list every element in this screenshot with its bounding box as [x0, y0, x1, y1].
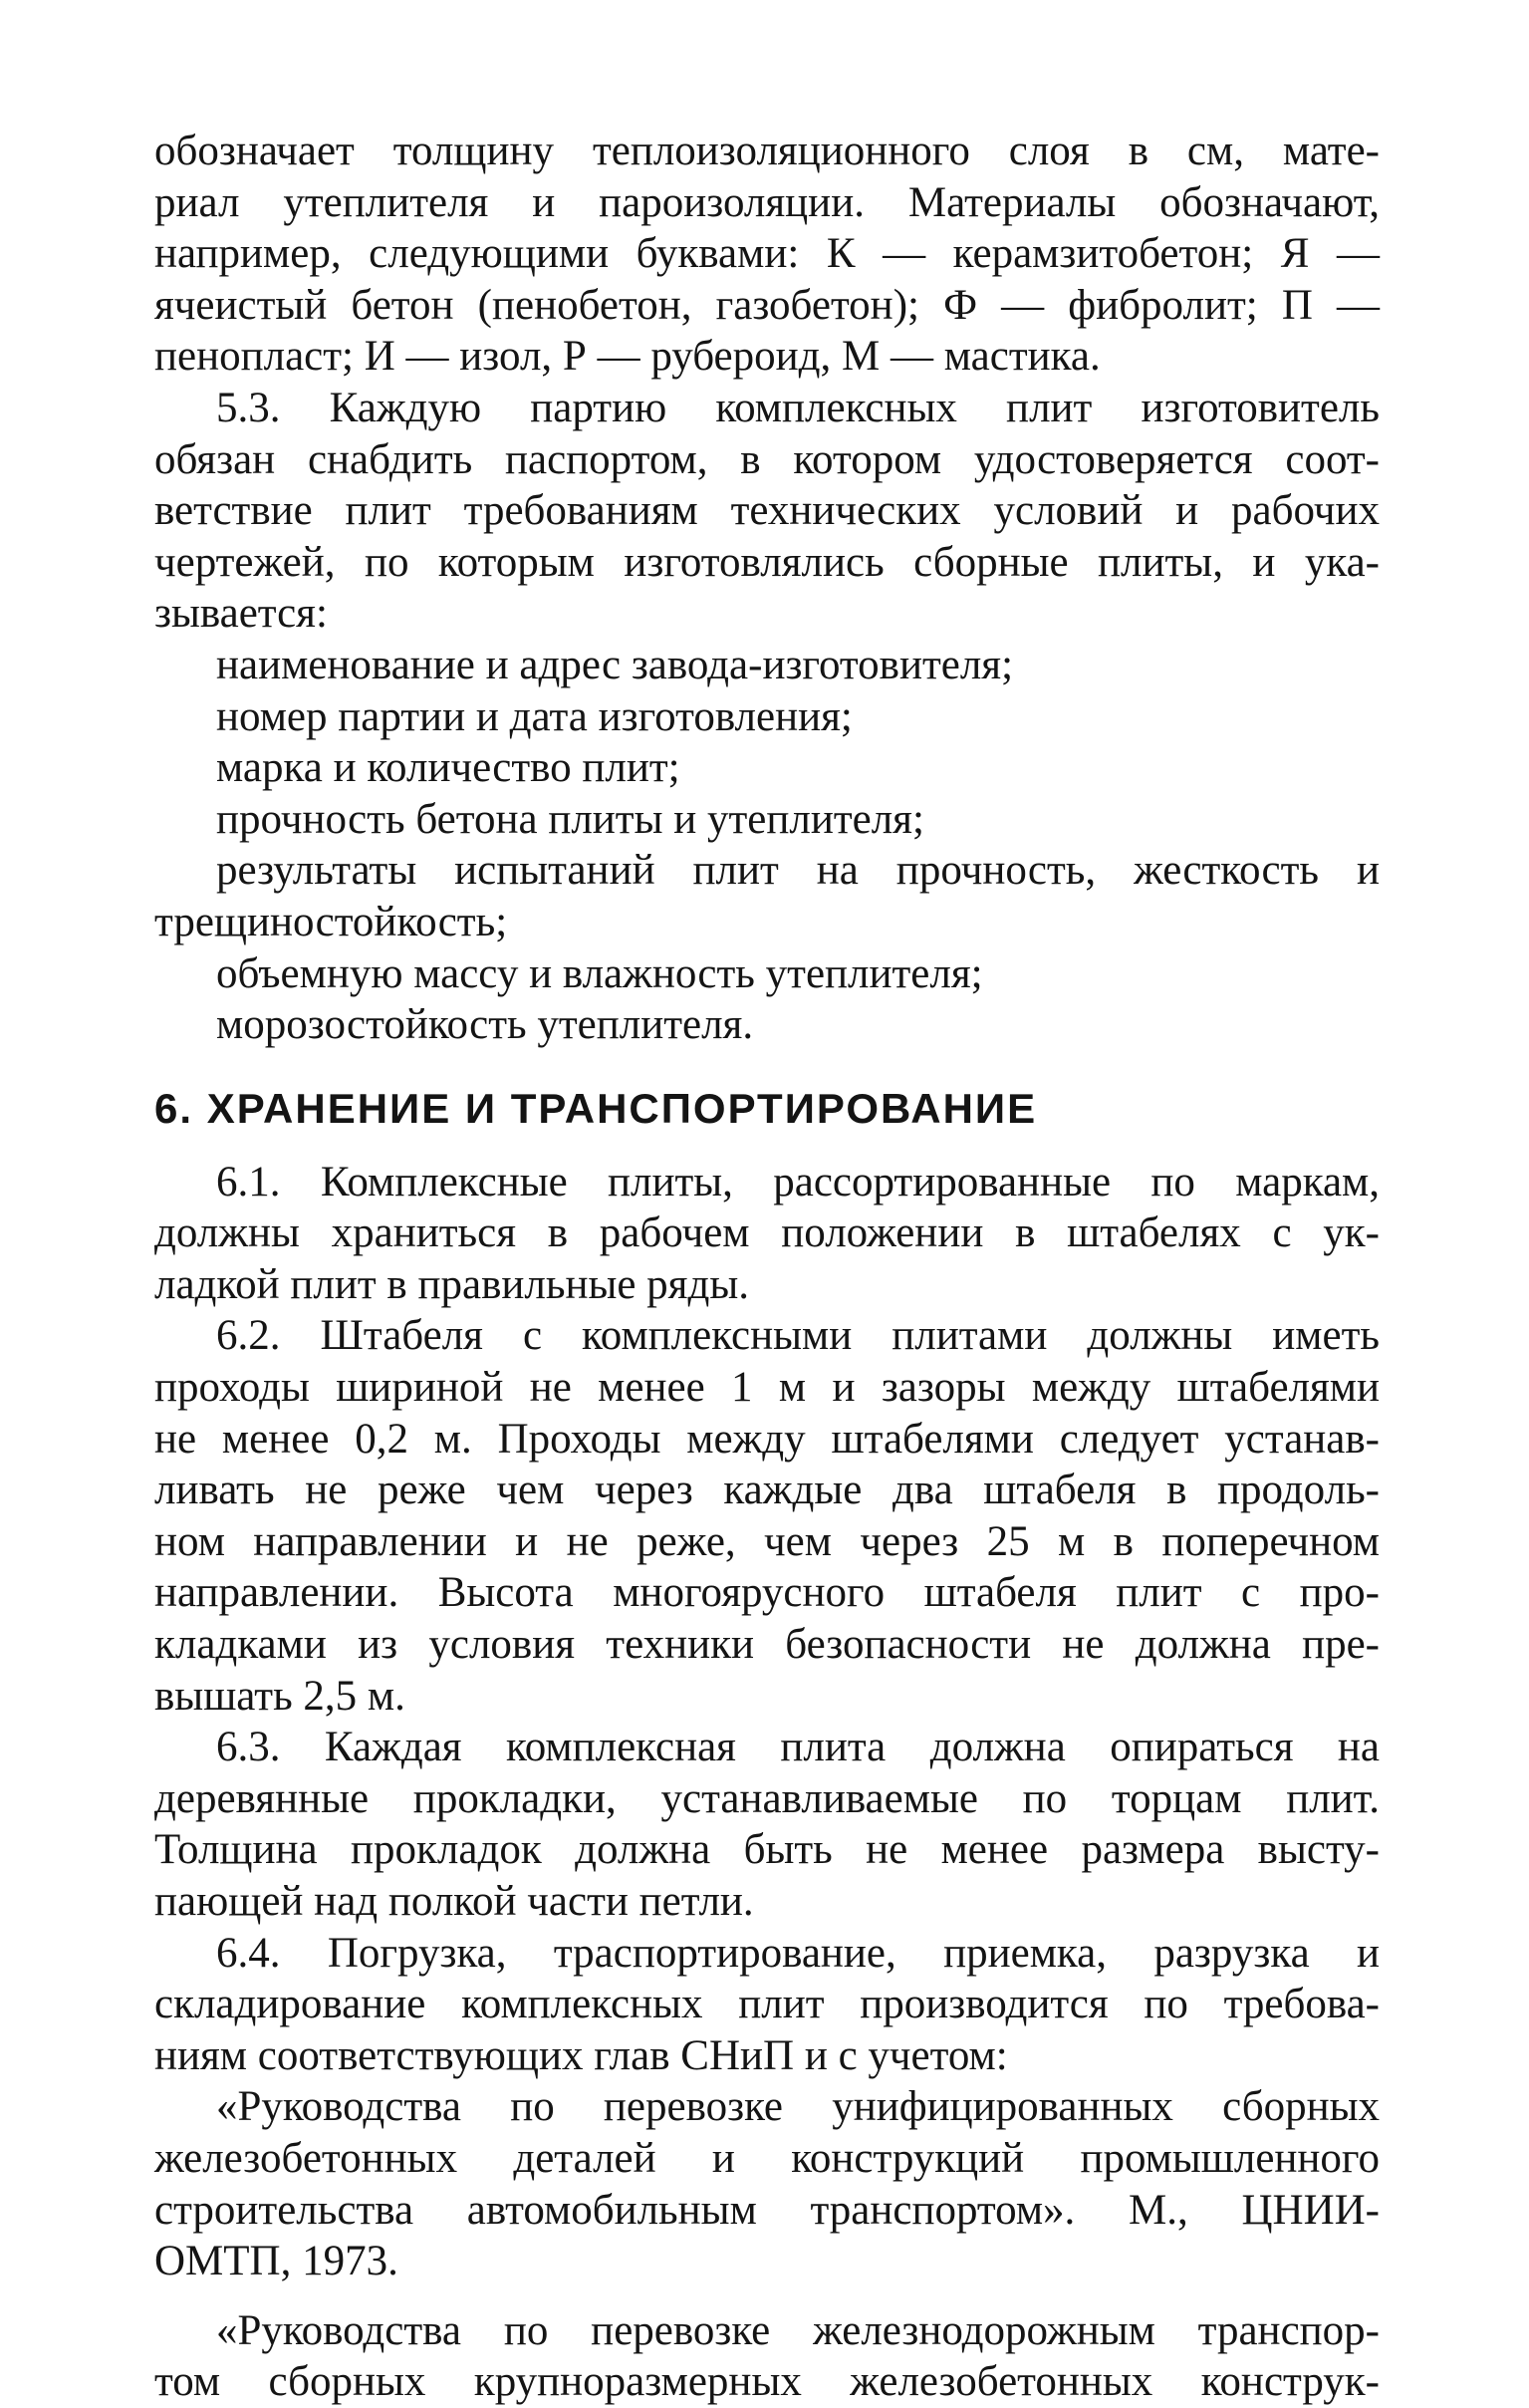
text-line: ОМТП, 1973.	[154, 2238, 398, 2285]
text-line: 6.4. Погрузка, траспортирование, приемка, разрузка и	[216, 1929, 1380, 1977]
section-heading: 6. ХРАНЕНИЕ И ТРАНСПОРТИРОВАНИЕ	[154, 1084, 1038, 1132]
list-item: номер партии и дата изготовления;	[216, 692, 853, 740]
text-line: кладками из условия техники безопасности не должна пре-	[154, 1621, 1380, 1669]
text-line: «Руководства по перевозке железнодорожным транспор-	[216, 2306, 1380, 2354]
text-line: 6.2. Штабеля с комплексными плитами должны иметь	[216, 1312, 1380, 1360]
text-line: строительства автомобильным транспортом». М., ЦНИИ-	[154, 2186, 1380, 2234]
paragraph-6-1	[154, 1157, 1380, 1311]
list-item: морозостойкость утеплителя.	[216, 1001, 754, 1049]
text-line: вышать 2,5 м.	[154, 1672, 405, 1720]
text-line: например, следующими буквами: К — керамзитобетон; Я —	[154, 230, 1380, 278]
passport-contents-list	[154, 640, 1380, 1051]
text-line: железобетонных деталей и конструкций промышленного	[154, 2134, 1380, 2182]
paragraph-6-3	[154, 1722, 1380, 1927]
text-line: том сборных крупноразмерных железобетонных конструк-	[154, 2358, 1380, 2406]
text-line: ниям соответствующих глав СНиП и с учетом:	[154, 2031, 1008, 2079]
text-line: ливать не реже чем через каждые два штабеля в продоль-	[154, 1467, 1380, 1514]
paragraph-5-2-continuation	[154, 126, 1380, 383]
text-line: Толщина прокладок должна быть не менее размера высту-	[154, 1826, 1380, 1874]
text-line: 5.3. Каждую партию комплексных плит изготовитель	[216, 384, 1380, 431]
text-line: складирование комплексных плит производится по требова-	[154, 1981, 1380, 2028]
text-line: чертежей, по которым изготовлялись сборные плиты, и ука-	[154, 538, 1380, 586]
reference-1	[154, 2081, 1380, 2286]
text-line: ячеистый бетон (пенобетон, газобетон); Ф — фибролит; П —	[154, 281, 1380, 329]
text-line: пающей над полкой части петли.	[154, 1878, 754, 1925]
text-line: 6.1. Комплексные плиты, рассортированные по маркам,	[216, 1158, 1380, 1205]
text-line: риал утеплителя и пароизоляции. Материалы обозначают,	[154, 178, 1380, 226]
list-item: объемную массу и влажность утеплителя;	[216, 949, 983, 997]
reference-2	[154, 2305, 1380, 2408]
text-line: должны храниться в рабочем положении в штабелях с ук-	[154, 1209, 1380, 1257]
text-line: обязан снабдить паспортом, в котором удостоверяется соот-	[154, 435, 1380, 483]
list-item: результаты испытаний плит на прочность, жесткость и	[216, 847, 1380, 895]
text-line: ном направлении и не реже, чем через 25 м в поперечном	[154, 1517, 1380, 1565]
paragraph-gap	[154, 2287, 1380, 2305]
list-item-continuation: трещиностойкость;	[154, 898, 508, 945]
paragraph-6-4	[154, 1928, 1380, 2082]
text-line: ладкой плит в правильные ряды.	[154, 1260, 749, 1308]
list-item: марка и количество плит;	[216, 744, 680, 792]
text-line: зывается:	[154, 590, 328, 638]
text-line: 6.3. Каждая комплексная плита должна опираться на	[216, 1724, 1380, 1771]
text-line: направлении. Высота многоярусного штабеля плит с про-	[154, 1569, 1380, 1617]
text-line: не менее 0,2 м. Проходы между штабелями следует устанав-	[154, 1415, 1380, 1463]
list-item: наименование и адрес завода-изготовителя;	[216, 641, 1014, 688]
list-item: прочность бетона плиты и утеплителя;	[216, 795, 924, 843]
text-line: ветствие плит требованиям технических условий и рабочих	[154, 487, 1380, 535]
text-line: пенопласт; И — изол, Р — рубероид, М — мастика.	[154, 333, 1101, 381]
text-line: деревянные прокладки, устанавливаемые по торцам плит.	[154, 1774, 1380, 1822]
text-line: проходы шириной не менее 1 м и зазоры между штабелями	[154, 1364, 1380, 1412]
paragraph-5-3	[154, 383, 1380, 640]
paragraph-6-2	[154, 1310, 1380, 1722]
text-line: «Руководства по перевозке унифицированных сборных	[216, 2083, 1380, 2131]
text-line: обозначает толщину теплоизоляционного слоя в см, мате-	[154, 128, 1380, 174]
text-column	[154, 126, 1380, 2408]
